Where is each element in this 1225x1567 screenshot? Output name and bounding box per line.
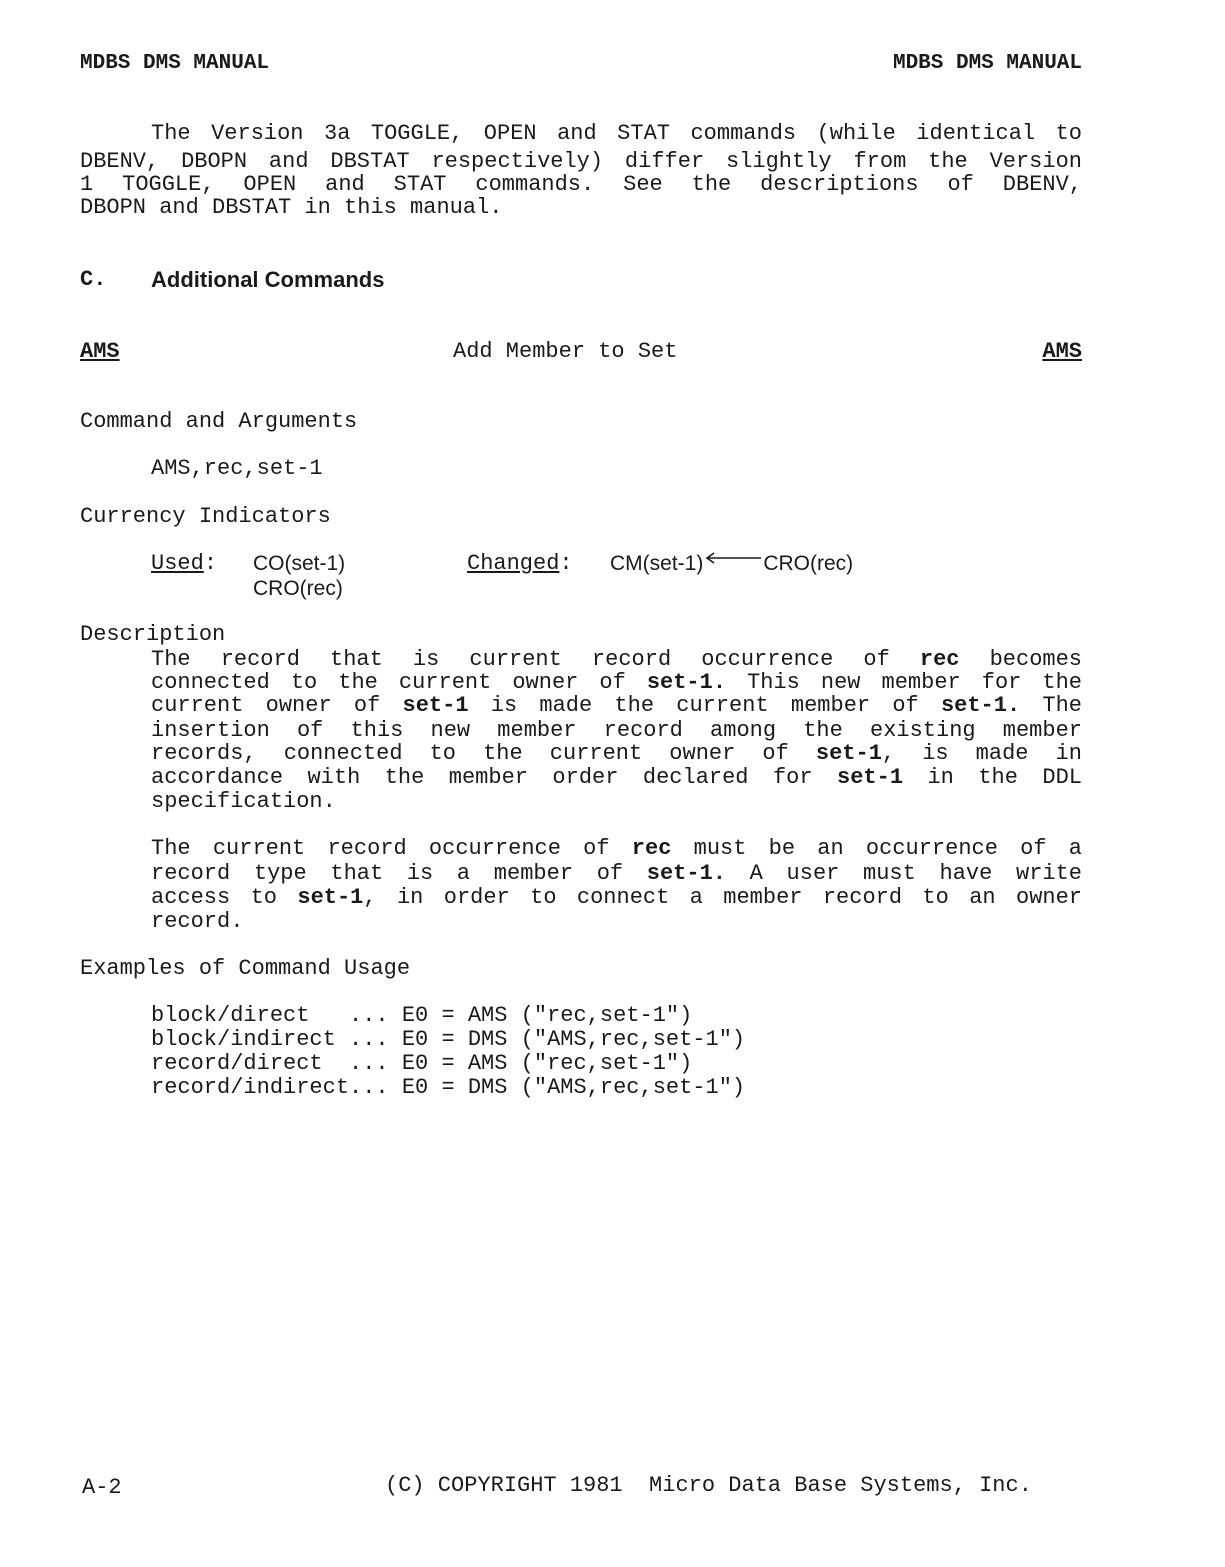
changed-label-group: Changed: (467, 551, 573, 576)
changed-target: CM(set-1) (610, 552, 704, 575)
intro-line: DBENV, DBOPN and DBSTAT respectively) differ slightly from the Version (80, 149, 1082, 174)
currency-heading: Currency Indicators (80, 504, 331, 529)
examples-heading: Examples of Command Usage (80, 956, 411, 981)
used-value-2: CRO(rec) (253, 577, 343, 600)
description-line: records, connected to the current owner of set-1, is made in (151, 741, 1082, 766)
used-label: Used (151, 551, 204, 576)
running-header-left: MDBS DMS MANUAL (80, 52, 270, 75)
description-line: accordance with the member order declared for set-1 in the DDL (151, 765, 1082, 790)
running-header-right: MDBS DMS MANUAL (892, 52, 1082, 75)
section-title: Additional Commands (151, 267, 385, 292)
description-heading: Description (80, 622, 226, 647)
changed-assignment (610, 552, 853, 576)
intro-line: The Version 3a TOGGLE, OPEN and STAT commands (while identical to (151, 121, 1082, 146)
command-code-left: AMS (80, 339, 120, 364)
example-row: block/indirect ... E0 = DMS ("AMS,rec,set-1") (151, 1027, 746, 1052)
description-line: The record that is current record occurrence of rec becomes (151, 647, 1082, 672)
example-row: record/indirect... E0 = DMS ("AMS,rec,set-1") (151, 1075, 746, 1100)
description-line: connected to the current owner of set-1. This new member for the (151, 670, 1082, 695)
description-line: record type that is a member of set-1. A user must have write (151, 861, 1083, 886)
description-line: record. (151, 909, 244, 934)
description-line: The current record occurrence of rec must be an occurrence of a (151, 836, 1083, 861)
changed-label: Changed (467, 551, 560, 576)
section-letter: C. (80, 267, 107, 292)
used-label-group: Used: (151, 551, 218, 576)
example-row: block/direct ... E0 = AMS ("rec,set-1") (151, 1003, 693, 1028)
copyright-notice: (C) COPYRIGHT 1981 Micro Data Base Systems, Inc. (385, 1473, 1032, 1498)
args-heading: Command and Arguments (80, 409, 358, 434)
used-value-1: CO(set-1) (253, 552, 346, 575)
intro-line: DBOPN and DBSTAT in this manual. (80, 195, 503, 220)
left-arrow-icon (705, 552, 761, 564)
command-code-right: AMS (1042, 339, 1082, 364)
page-number: A-2 (82, 1475, 122, 1500)
description-line: current owner of set-1 is made the current member of set-1. The (151, 693, 1083, 718)
command-title: Add Member to Set (453, 339, 678, 364)
example-row: record/direct ... E0 = AMS ("rec,set-1") (151, 1051, 693, 1076)
description-line: specification. (151, 789, 336, 814)
args-syntax: AMS,rec,set-1 (151, 456, 323, 481)
changed-source: CRO(rec) (763, 552, 854, 575)
description-line: access to set-1, in order to connect a member record to an owner (151, 885, 1083, 910)
description-line: insertion of this new member record among the existing member (151, 718, 1082, 743)
intro-line: 1 TOGGLE, OPEN and STAT commands. See the descriptions of DBENV, (80, 172, 1082, 197)
